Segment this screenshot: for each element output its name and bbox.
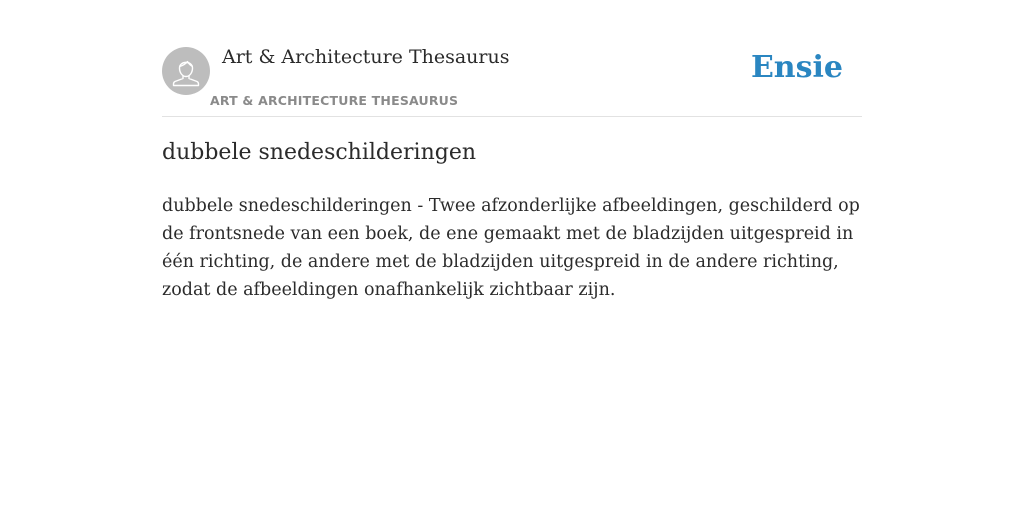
page-title: dubbele snedeschilderingen — [162, 140, 477, 165]
definition-text: dubbele snedeschilderingen - Twee afzonderlijke afbeeldingen, geschilderd op de frontsnede van een boek, de ene gemaakt met de bladzijden uitgespreid in één richting, de andere met de bladzijden uitgespreid in de andere richting, zodat de afbeeldingen onafhankelijk zichtbaar zijn. — [162, 196, 860, 300]
entry-header — [162, 0, 862, 117]
author-name[interactable]: Art & Architecture Thesaurus — [222, 46, 510, 68]
user-placeholder-icon — [162, 47, 210, 95]
source-label[interactable]: ART & ARCHITECTURE THESAURUS — [210, 93, 459, 108]
avatar[interactable] — [162, 47, 210, 95]
page-container — [162, 0, 862, 300]
ensie-logo[interactable]: Ensie — [750, 50, 843, 85]
